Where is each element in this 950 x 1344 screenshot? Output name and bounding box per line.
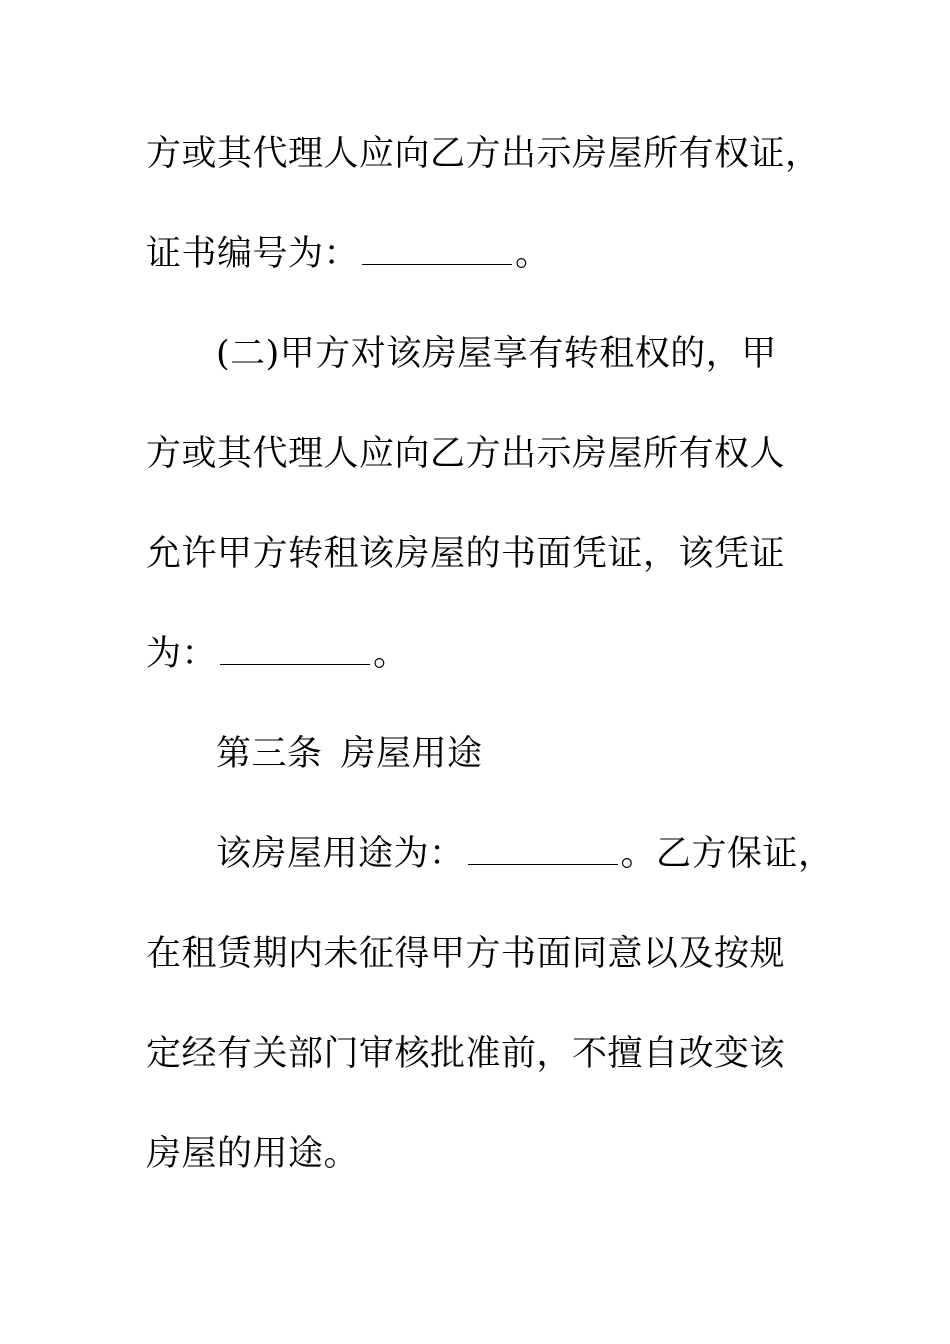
paragraph-line <box>216 334 777 374</box>
section-number: 第三条 <box>216 734 323 774</box>
line-text: 为： <box>146 634 218 674</box>
paragraph-line <box>146 934 785 974</box>
paragraph-line <box>146 234 551 274</box>
paragraph-line <box>146 134 821 174</box>
line-text: (二)甲方对该房屋享有转租权的，甲 <box>216 334 777 374</box>
line-text: 。 <box>373 634 409 674</box>
fill-in-blank <box>362 236 512 265</box>
section-heading <box>216 734 483 774</box>
fill-in-blank <box>220 636 370 665</box>
fill-in-blank <box>468 836 618 865</box>
line-text: 房屋的用途。 <box>146 1134 360 1174</box>
line-text: 方或其代理人应向乙方出示房屋所有权人 <box>146 434 786 474</box>
section-title: 房屋用途 <box>340 734 483 774</box>
paragraph-line <box>146 1134 359 1174</box>
line-text: 证书编号为： <box>146 234 360 274</box>
paragraph-line <box>146 1034 785 1074</box>
line-text: 。 <box>515 234 551 274</box>
paragraph-line <box>216 834 834 874</box>
paragraph-line <box>146 434 785 474</box>
paragraph-line <box>146 634 409 674</box>
line-text: 在租赁期内未征得甲方书面同意以及按规 <box>146 934 786 974</box>
paragraph-line <box>146 534 785 574</box>
line-text: 允许甲方转租该房屋的书面凭证，该凭证 <box>146 534 786 574</box>
line-text: 。乙方保证， <box>620 834 834 874</box>
line-text: 方或其代理人应向乙方出示房屋所有权证， <box>146 134 821 174</box>
line-text: 该房屋用途为： <box>216 834 465 874</box>
line-text: 定经有关部门审核批准前，不擅自改变该 <box>146 1034 786 1074</box>
